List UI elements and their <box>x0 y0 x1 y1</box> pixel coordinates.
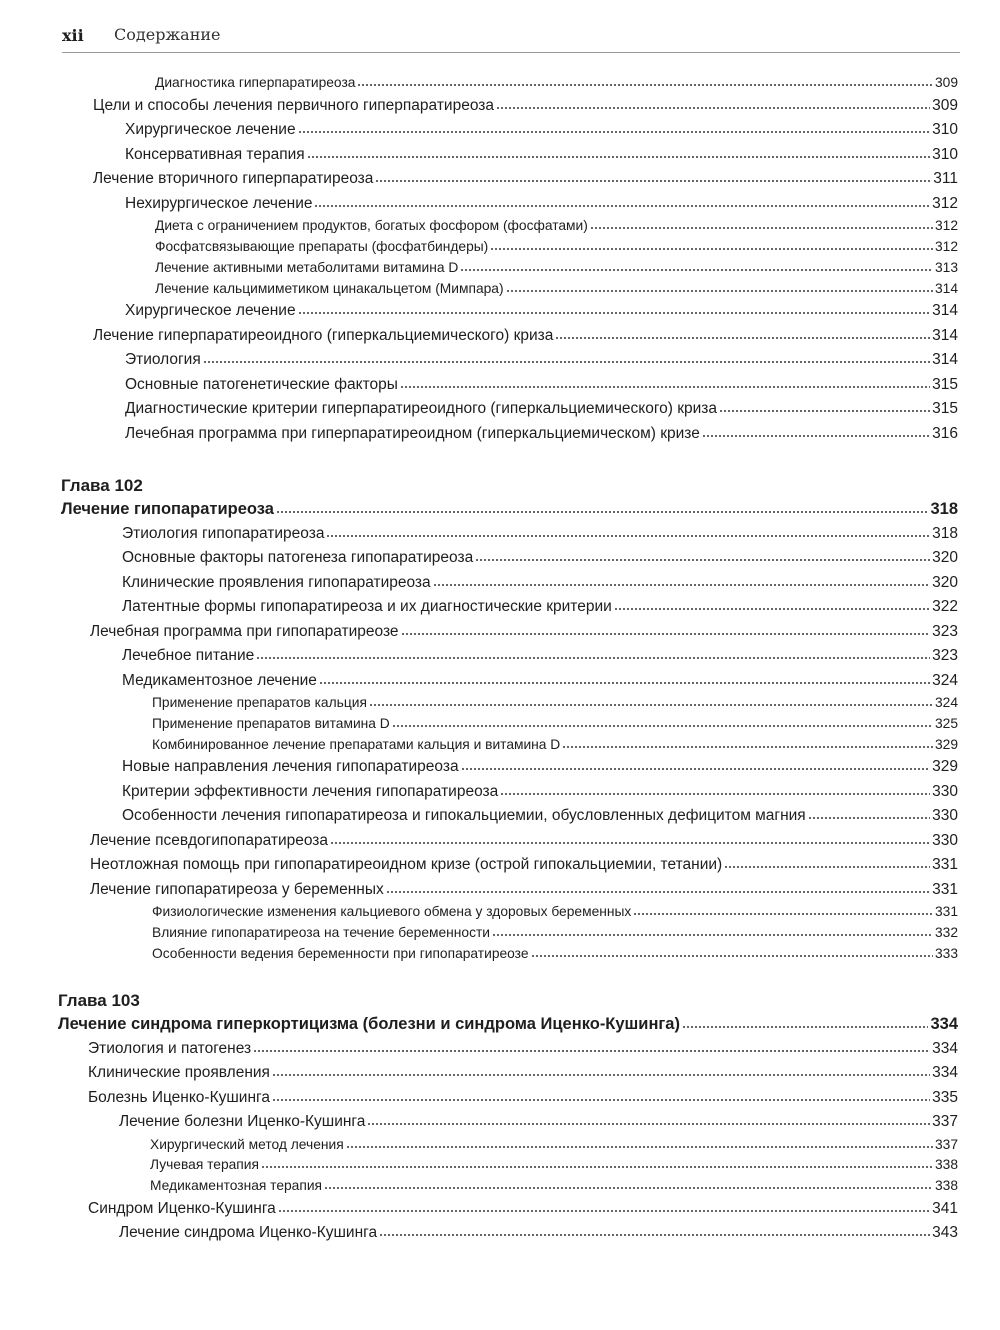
dot-leader <box>392 725 933 727</box>
dot-leader <box>500 793 930 795</box>
toc-entry-page: 343 <box>932 1224 958 1242</box>
toc-entry-page: 320 <box>932 549 958 566</box>
toc-entry-title: Клинические проявления <box>88 1064 270 1081</box>
toc-entry-page: 314 <box>934 280 958 296</box>
dot-leader <box>562 746 933 748</box>
toc-entry-title: Лечение активными метаболитами витамина D <box>155 259 459 275</box>
toc-entry-page: 338 <box>934 1157 958 1173</box>
dot-leader <box>460 269 933 271</box>
dot-leader <box>555 337 930 339</box>
toc-entry[interactable] <box>0 755 958 780</box>
dot-leader <box>496 107 930 109</box>
toc-entry-title: Хирургическое лечение <box>125 302 296 320</box>
toc-entry[interactable] <box>0 216 958 237</box>
dot-leader <box>386 891 930 893</box>
dot-leader <box>433 584 930 586</box>
toc-entry-page: 318 <box>932 524 958 542</box>
toc-entry-title: Критерии эффективности лечения гипопаратиреоза <box>122 782 499 800</box>
toc-entry[interactable] <box>0 1037 958 1062</box>
dot-leader <box>298 131 931 133</box>
toc-entry-page: 337 <box>932 1113 958 1130</box>
toc-entry[interactable] <box>0 1155 958 1176</box>
toc-entry[interactable] <box>0 73 958 94</box>
toc-entry-title: Применение препаратов кальция <box>152 695 367 710</box>
toc-entry[interactable] <box>0 644 958 669</box>
dot-leader <box>531 955 933 957</box>
toc-entry[interactable] <box>0 944 958 965</box>
toc-entry-title: Хирургический метод лечения <box>150 1136 344 1152</box>
toc-entry[interactable] <box>0 878 958 903</box>
toc-entry[interactable] <box>0 258 958 279</box>
dot-leader <box>326 535 930 537</box>
dot-leader <box>369 704 933 706</box>
dot-leader <box>272 1099 930 1101</box>
toc-entry-page: 316 <box>932 424 958 442</box>
toc-entry[interactable] <box>0 324 958 349</box>
toc-entry[interactable] <box>0 1110 958 1135</box>
toc-entry-page: 335 <box>932 1088 958 1106</box>
toc-entry-title: Диагностические критерии гиперпаратиреоидного (гиперкальциемического) криза <box>125 400 718 418</box>
toc-entry-title: Медикаментозное лечение <box>122 671 317 689</box>
chapter-label: Глава 103 <box>58 991 140 1010</box>
toc-entry-page: 318 <box>930 500 958 518</box>
toc-entry-page: 341 <box>932 1199 958 1217</box>
toc-entry-page: 312 <box>934 218 958 234</box>
toc-entry-title: Новые направления лечения гипопаратиреоза <box>122 758 459 776</box>
toc-entry-title: Медикаментозная терапия <box>150 1178 323 1194</box>
toc-entry[interactable] <box>0 94 958 119</box>
toc-entry-page: 315 <box>932 400 958 418</box>
dot-leader <box>203 361 930 363</box>
running-header <box>62 22 960 53</box>
toc-entry-title: Цели и способы лечения первичного гиперпаратиреоза <box>93 96 494 114</box>
toc-entry[interactable] <box>0 397 958 422</box>
chapter-label: Глава 102 <box>61 476 143 495</box>
toc-entry-page: 311 <box>933 170 958 188</box>
toc-entry-page: 314 <box>932 326 958 344</box>
toc-entry-page: 312 <box>932 194 958 212</box>
toc-entry[interactable] <box>0 546 958 571</box>
dot-leader <box>379 1234 930 1236</box>
dot-leader <box>461 768 931 770</box>
toc-entry-title: Лечение синдрома гиперкортицизма (болезни и синдрома Иценко-Кушинга) <box>58 1015 680 1033</box>
dot-leader <box>724 866 930 868</box>
toc-entry-title: Латентные формы гипопаратиреоза и их диагностические критерии <box>122 598 612 615</box>
dot-leader <box>330 842 930 844</box>
toc-entry-page: 330 <box>932 831 958 849</box>
toc-entry-title: Лечебная программа при гиперпаратиреоидном (гиперкальциемическом) кризе <box>125 424 700 442</box>
toc-entry-page: 330 <box>932 782 958 800</box>
dot-leader <box>278 1210 930 1212</box>
toc-entry[interactable] <box>0 192 958 217</box>
toc-entry[interactable] <box>0 1061 958 1086</box>
toc-entry-page: 331 <box>932 880 958 898</box>
dot-leader <box>307 156 930 158</box>
toc-entry[interactable] <box>0 1086 958 1111</box>
dot-leader <box>261 1166 933 1168</box>
toc-entry[interactable] <box>0 118 958 143</box>
toc-entry-page: 312 <box>934 239 958 255</box>
toc-entry-page: 334 <box>930 1015 958 1033</box>
toc-entry[interactable] <box>0 595 958 620</box>
toc-entry-title: Лечение синдрома Иценко-Кушинга <box>119 1224 378 1242</box>
toc-entry[interactable] <box>0 143 958 168</box>
dot-leader <box>357 84 933 86</box>
toc-entry-title: Неотложная помощь при гипопаратиреоидном кризе (острой гипокальциемии, тетании) <box>90 856 723 874</box>
toc-entry[interactable] <box>0 373 958 398</box>
toc-entry-page: 309 <box>932 96 958 114</box>
page-number: xii <box>62 26 84 45</box>
toc-entry-title: Болезнь Иценко-Кушинга <box>88 1088 270 1106</box>
toc-entry[interactable] <box>0 902 958 923</box>
toc-entry-title: Клинические проявления гипопаратиреоза <box>122 573 431 591</box>
toc-entry[interactable] <box>0 1176 958 1197</box>
toc-entry[interactable] <box>0 780 958 805</box>
toc-entry-page: 322 <box>932 598 958 615</box>
toc-entry[interactable] <box>0 693 958 714</box>
toc-entry-page: 313 <box>934 259 958 275</box>
dot-leader <box>272 1074 930 1076</box>
toc-entry-title: Основные факторы патогенеза гипопаратиреоза <box>122 549 474 566</box>
toc-entry-page: 320 <box>932 573 958 591</box>
toc-entry[interactable] <box>0 669 958 694</box>
toc-entry-page: 324 <box>932 671 958 689</box>
dot-leader <box>506 290 933 292</box>
toc-entry-page: 329 <box>934 736 958 752</box>
chapter-title-entry[interactable] <box>0 1012 958 1037</box>
dot-leader <box>492 934 933 936</box>
toc-entry-title: Лечение гипопаратиреоза у беременных <box>90 880 384 898</box>
toc-entry-page: 338 <box>934 1178 958 1194</box>
toc-entry-title: Особенности ведения беременности при гипопаратиреозе <box>152 945 529 961</box>
toc-entry[interactable] <box>0 620 958 645</box>
toc-entry-title: Нехирургическое лечение <box>125 194 313 212</box>
toc-section-continuation <box>0 73 958 446</box>
toc-entry-title: Физиологические изменения кальциевого обмена у здоровых беременных <box>152 904 632 920</box>
dot-leader <box>702 435 930 437</box>
dot-leader <box>682 1026 929 1028</box>
toc-entry-page: 314 <box>932 351 958 369</box>
toc-entry[interactable] <box>0 1197 958 1222</box>
toc-entry-page: 324 <box>934 695 958 710</box>
dot-leader <box>590 227 933 229</box>
toc-entry-page: 309 <box>934 75 958 90</box>
toc-entry-title: Лечение гипопаратиреоза <box>61 500 274 518</box>
toc-entry-title: Особенности лечения гипопаратиреоза и гипокальциемии, обусловленных дефицитом магния <box>122 807 806 825</box>
dot-leader <box>633 913 933 915</box>
toc-entry-page: 334 <box>932 1064 958 1081</box>
toc-entry[interactable] <box>0 237 958 258</box>
dot-leader <box>614 608 930 610</box>
toc-entry-title: Лечение кальцимиметиком цинакальцетом (Мимпара) <box>155 280 504 296</box>
toc-entry-title: Лечение вторичного гиперпаратиреоза <box>93 170 374 188</box>
toc-chapter-102 <box>0 475 958 965</box>
toc-entry-page: 330 <box>932 807 958 825</box>
toc-entry-title: Влияние гипопаратиреоза на течение беременности <box>152 925 491 941</box>
toc-entry-page: 331 <box>932 856 958 874</box>
dot-leader <box>475 559 930 561</box>
toc-entry[interactable] <box>0 571 958 596</box>
toc-entry-title: Лечение болезни Иценко-Кушинга <box>119 1113 366 1130</box>
toc-entry-title: Основные патогенетические факторы <box>125 375 398 393</box>
dot-leader <box>276 511 929 513</box>
dot-leader <box>256 657 930 659</box>
toc-entry-title: Хирургическое лечение <box>125 121 296 139</box>
toc-entry[interactable] <box>0 714 958 735</box>
toc-entry[interactable] <box>0 853 958 878</box>
chapter-title-entry[interactable] <box>0 497 958 522</box>
toc-entry-title: Этиология гипопаратиреоза <box>122 524 325 542</box>
toc-entry-title: Лечебная программа при гипопаратиреозе <box>90 622 399 640</box>
dot-leader <box>490 248 933 250</box>
toc-entry[interactable] <box>0 299 958 324</box>
toc-entry[interactable] <box>0 522 958 547</box>
dot-leader <box>401 633 931 635</box>
toc-entry-page: 337 <box>934 1136 958 1152</box>
toc-entry-title: Диагностика гиперпаратиреоза <box>155 75 356 90</box>
toc-entry[interactable] <box>0 279 958 300</box>
dot-leader <box>319 682 930 684</box>
toc-entry-title: Этиология <box>125 351 201 369</box>
toc-entry[interactable] <box>0 1221 958 1246</box>
toc-entry[interactable] <box>0 1135 958 1156</box>
toc-entry-page: 332 <box>934 925 958 941</box>
dot-leader <box>324 1187 933 1189</box>
toc-entry-title: Лучевая терапия <box>150 1157 259 1173</box>
toc-entry-page: 323 <box>932 647 958 664</box>
toc-entry-page: 333 <box>934 945 958 961</box>
dot-leader <box>367 1123 930 1125</box>
toc-entry-title: Этиология и патогенез <box>88 1039 252 1057</box>
dot-leader <box>375 180 931 182</box>
toc-entry-page: 310 <box>932 121 958 139</box>
toc-entry-page: 323 <box>932 622 958 640</box>
toc-entry-title: Комбинированное лечение препаратами кальция и витамина D <box>152 736 561 752</box>
dot-leader <box>253 1050 930 1052</box>
running-title: Содержание <box>114 25 221 44</box>
toc-entry-title: Консервативная терапия <box>125 145 305 163</box>
toc-entry-title: Диета с ограничением продуктов, богатых фосфором (фосфатами) <box>155 218 588 234</box>
toc-entry[interactable] <box>0 348 958 373</box>
toc-entry[interactable] <box>0 829 958 854</box>
dot-leader <box>808 817 930 819</box>
dot-leader <box>314 205 930 207</box>
toc-entry-page: 325 <box>934 715 958 731</box>
toc-entry-page: 334 <box>932 1039 958 1057</box>
toc-entry-title: Применение препаратов витамина D <box>152 715 390 731</box>
toc-entry-page: 314 <box>932 302 958 320</box>
dot-leader <box>400 386 930 388</box>
toc-entry[interactable] <box>0 923 958 944</box>
toc-entry-page: 310 <box>932 145 958 163</box>
toc-entry-title: Лечение гиперпаратиреоидного (гиперкальциемического) криза <box>93 326 554 344</box>
toc-entry-title: Лечебное питание <box>122 647 255 664</box>
toc-entry-page: 329 <box>932 758 958 776</box>
toc-chapter-103 <box>0 990 958 1246</box>
dot-leader <box>298 312 931 314</box>
toc-entry[interactable] <box>0 735 958 756</box>
toc-entry[interactable] <box>0 167 958 192</box>
toc-entry-page: 331 <box>934 904 958 920</box>
toc-entry-title: Лечение псевдогипопаратиреоза <box>90 831 329 849</box>
toc-entry[interactable] <box>0 804 958 829</box>
dot-leader <box>346 1146 933 1148</box>
dot-leader <box>719 410 930 412</box>
toc-entry[interactable] <box>0 422 958 447</box>
toc-entry-page: 315 <box>932 375 958 393</box>
toc-entry-title: Синдром Иценко-Кушинга <box>88 1199 276 1217</box>
toc-entry-title: Фосфатсвязывающие препараты (фосфатбиндеры) <box>155 239 489 255</box>
